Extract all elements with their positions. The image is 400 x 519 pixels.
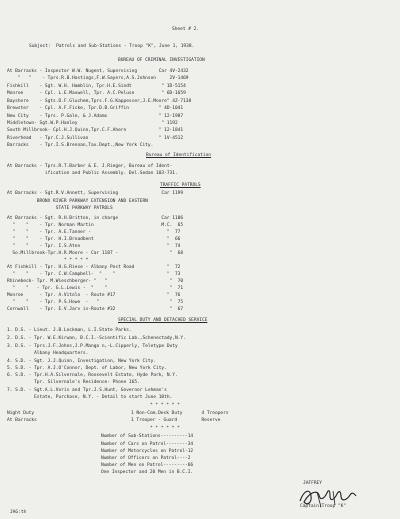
bci-line: South Millbrook- Cpl.H.J.Quinn,Tpr.C.F.Ahern " 12-1841 bbox=[7, 128, 184, 133]
separator-stars: * * * * * * bbox=[150, 426, 180, 431]
special-line: Tpr. Silvernale's Residence- Phone 165. bbox=[7, 380, 140, 385]
traffic-line: Cornwall - Tpr. E.V.Jarv is-Route #32 " 67 bbox=[7, 307, 184, 312]
special-line: Albany Headquarters. bbox=[7, 351, 89, 356]
bureau-id-line: At Barracks - Tprs.R.T.Barber & E. J.Rieger, Bureau of Ident- bbox=[7, 164, 173, 169]
traffic-line: " " - Tpr. A.E.Tanner - " 77 bbox=[7, 230, 181, 235]
stat-line: Number of Motorcycles on Patrol-12 bbox=[101, 449, 194, 454]
bci-line: New City - Tprs. P.Gale, & J.Adams " 12-1987 bbox=[7, 114, 184, 119]
night-duty-label: Night Duty bbox=[7, 411, 35, 416]
bci-line: Riverhead - Tpr.C.J.Sullivan " 1V-4512 bbox=[7, 136, 184, 141]
typist-initials: JAG:th bbox=[10, 510, 27, 515]
special-line: 6. S.D. - Tpr.H.A.Silvernale, Roosevelt Estate, Hyde Park, N.Y. bbox=[7, 373, 178, 378]
traffic-line: " " - Tpr. C.W.Campbell- " " " 73 bbox=[7, 272, 181, 277]
bci-line: Barracks - Tpr.I.S.Brennan,Tax.Dept.,New York City. bbox=[7, 143, 154, 148]
bureau-id-title: Bureau of Identification bbox=[146, 153, 212, 158]
bci-line: Bayshore - Sgts.D.F.Gluchem,Tprs.F.G.Kappesser,J.E.Moore" 4Z-7138 bbox=[7, 99, 192, 104]
traffic-line: " " - Tpr. Norman Martin M.C. 65 bbox=[7, 223, 184, 228]
night-duty-detail: 1 Trooper - Guard Reserve bbox=[131, 418, 221, 423]
traffic-line: At Barracks - Sgt. R.H.Britton, in charge Car 1186 bbox=[7, 216, 184, 221]
night-duty-detail: 1 Non-Com.Desk Duty 4 Troopers bbox=[131, 411, 229, 416]
traffic-line: " " - Tpr. I.S.Aten " 74 bbox=[7, 244, 181, 249]
separator-stars: * * * * * * bbox=[150, 403, 180, 408]
traffic-line: * * * * * bbox=[7, 258, 89, 263]
special-duty-title: SPECIAL DUTY AND DETACHED SERVICE bbox=[118, 318, 208, 323]
bci-line: Fishkill - Sgt. W.H. Hamblin, Tpr.H.E.Sindt " 1D-5154 bbox=[7, 84, 186, 89]
bci-title: BUREAU OF CRIMINAL INVESTIGATION bbox=[118, 58, 205, 63]
bci-line: Middletown- Sgt.W.P.Hanley " 1192 bbox=[7, 121, 178, 126]
traffic-line: " " - Tpr. G.L.Lewis - " " " 71 bbox=[7, 286, 184, 291]
special-line: 3. D.S. - Tprs.J.F.Johns,J.P.Manga n,-L.Cipperly, Teletype Duty bbox=[7, 344, 178, 349]
special-line: 5. S.D. - Tpr. A.J.O'Connor, Dept. of Labor, New York City. bbox=[7, 366, 167, 371]
subject-line: Subject: Patrols and Sub-Stations - Troop "K", June 1, 1938. bbox=[29, 44, 195, 49]
bci-line: Monroe - Cpl. L.E.Maxwell, Tpr. A.C.Peluse " 6D-1659 bbox=[7, 91, 186, 96]
special-line: 7. S.D. - Sgt.A.L.Voris and Tpr.J.S.Hunt, Governor Lehman's bbox=[7, 388, 167, 393]
traffic-line: " " - Tpr. P.S.Howe - " " 75 bbox=[7, 300, 184, 305]
traffic-line: Monroe - Tpr. A.Vitolo - Route #17 " 76 bbox=[7, 293, 181, 298]
special-line: Estate, Purchase, N.Y. - Detail to start June 10th. bbox=[7, 395, 173, 400]
special-line: 1. D.S. - Lieut. J.B.Lockman, L.I.State Parks. bbox=[7, 328, 132, 333]
traffic-line: At Fishkill - Tpr. H.G.Riese - Albany Post Road " 72 bbox=[7, 265, 181, 270]
bureau-id-line: ification and Public Assembly. Del.Sedan 103-731. bbox=[7, 171, 178, 176]
bci-line: " " - Tprs.R.B.Hastings,F.W.Sayers,A.S.Johnson 2V-1469 bbox=[7, 76, 189, 81]
sheet-number: Sheet # 2. bbox=[172, 27, 200, 32]
traffic-line: BRONX RIVER PARKWAY EXTENSION AND EASTERN bbox=[7, 199, 148, 204]
traffic-line: STATE PARKWAY PATROLS bbox=[7, 206, 113, 211]
stat-line: Number of Men on Patrol---------66 bbox=[101, 463, 194, 468]
signature-typed-name: JAFFREY bbox=[303, 481, 322, 486]
stat-line: Number of Officers on Patrol----2 bbox=[101, 456, 191, 461]
traffic-line: So.Millbrook-Tpr.H.R.Moore - Car 1187 - " 68 bbox=[7, 251, 184, 256]
traffic-line: Rhinebeck- Tpr. M.Wieschberger- " " " 70 bbox=[7, 279, 184, 284]
traffic-line: " " - Tpr. H.I.Broadbent " 66 bbox=[7, 237, 181, 242]
bci-line: At Barracks - Inspector W.W. Nugent, Supervising Car 4V-2432 bbox=[7, 69, 189, 74]
stat-line: Number of Cars on Patrol--------34 bbox=[101, 442, 194, 447]
special-line: 4. S.D. - Sgt. J.J.Quinn, Investigation, New York City. bbox=[7, 359, 157, 364]
night-duty-label: At Barracks bbox=[7, 418, 37, 423]
traffic-line: At Barracks - Sgt.R.V.Annett, Supervising Car 1199 bbox=[7, 191, 184, 196]
stat-line: Number of Sub-Stations----------14 bbox=[101, 434, 194, 439]
special-line: 2. D.S. - Tpr. W.E.Kirwan, B.C.I.-Scientific Lab.,Schenectady,N.Y. bbox=[7, 336, 186, 341]
bci-line: Brewster - Cpl. A.F.Ficke, Tpr.D.B.Griffin " 4D-1041 bbox=[7, 106, 184, 111]
signature-title: Captain,Troop "K" bbox=[300, 504, 347, 509]
traffic-title: TRAFFIC PATROLS bbox=[160, 183, 201, 188]
stat-line: One Inspector and 20 Men in B.C.I. bbox=[101, 470, 194, 475]
